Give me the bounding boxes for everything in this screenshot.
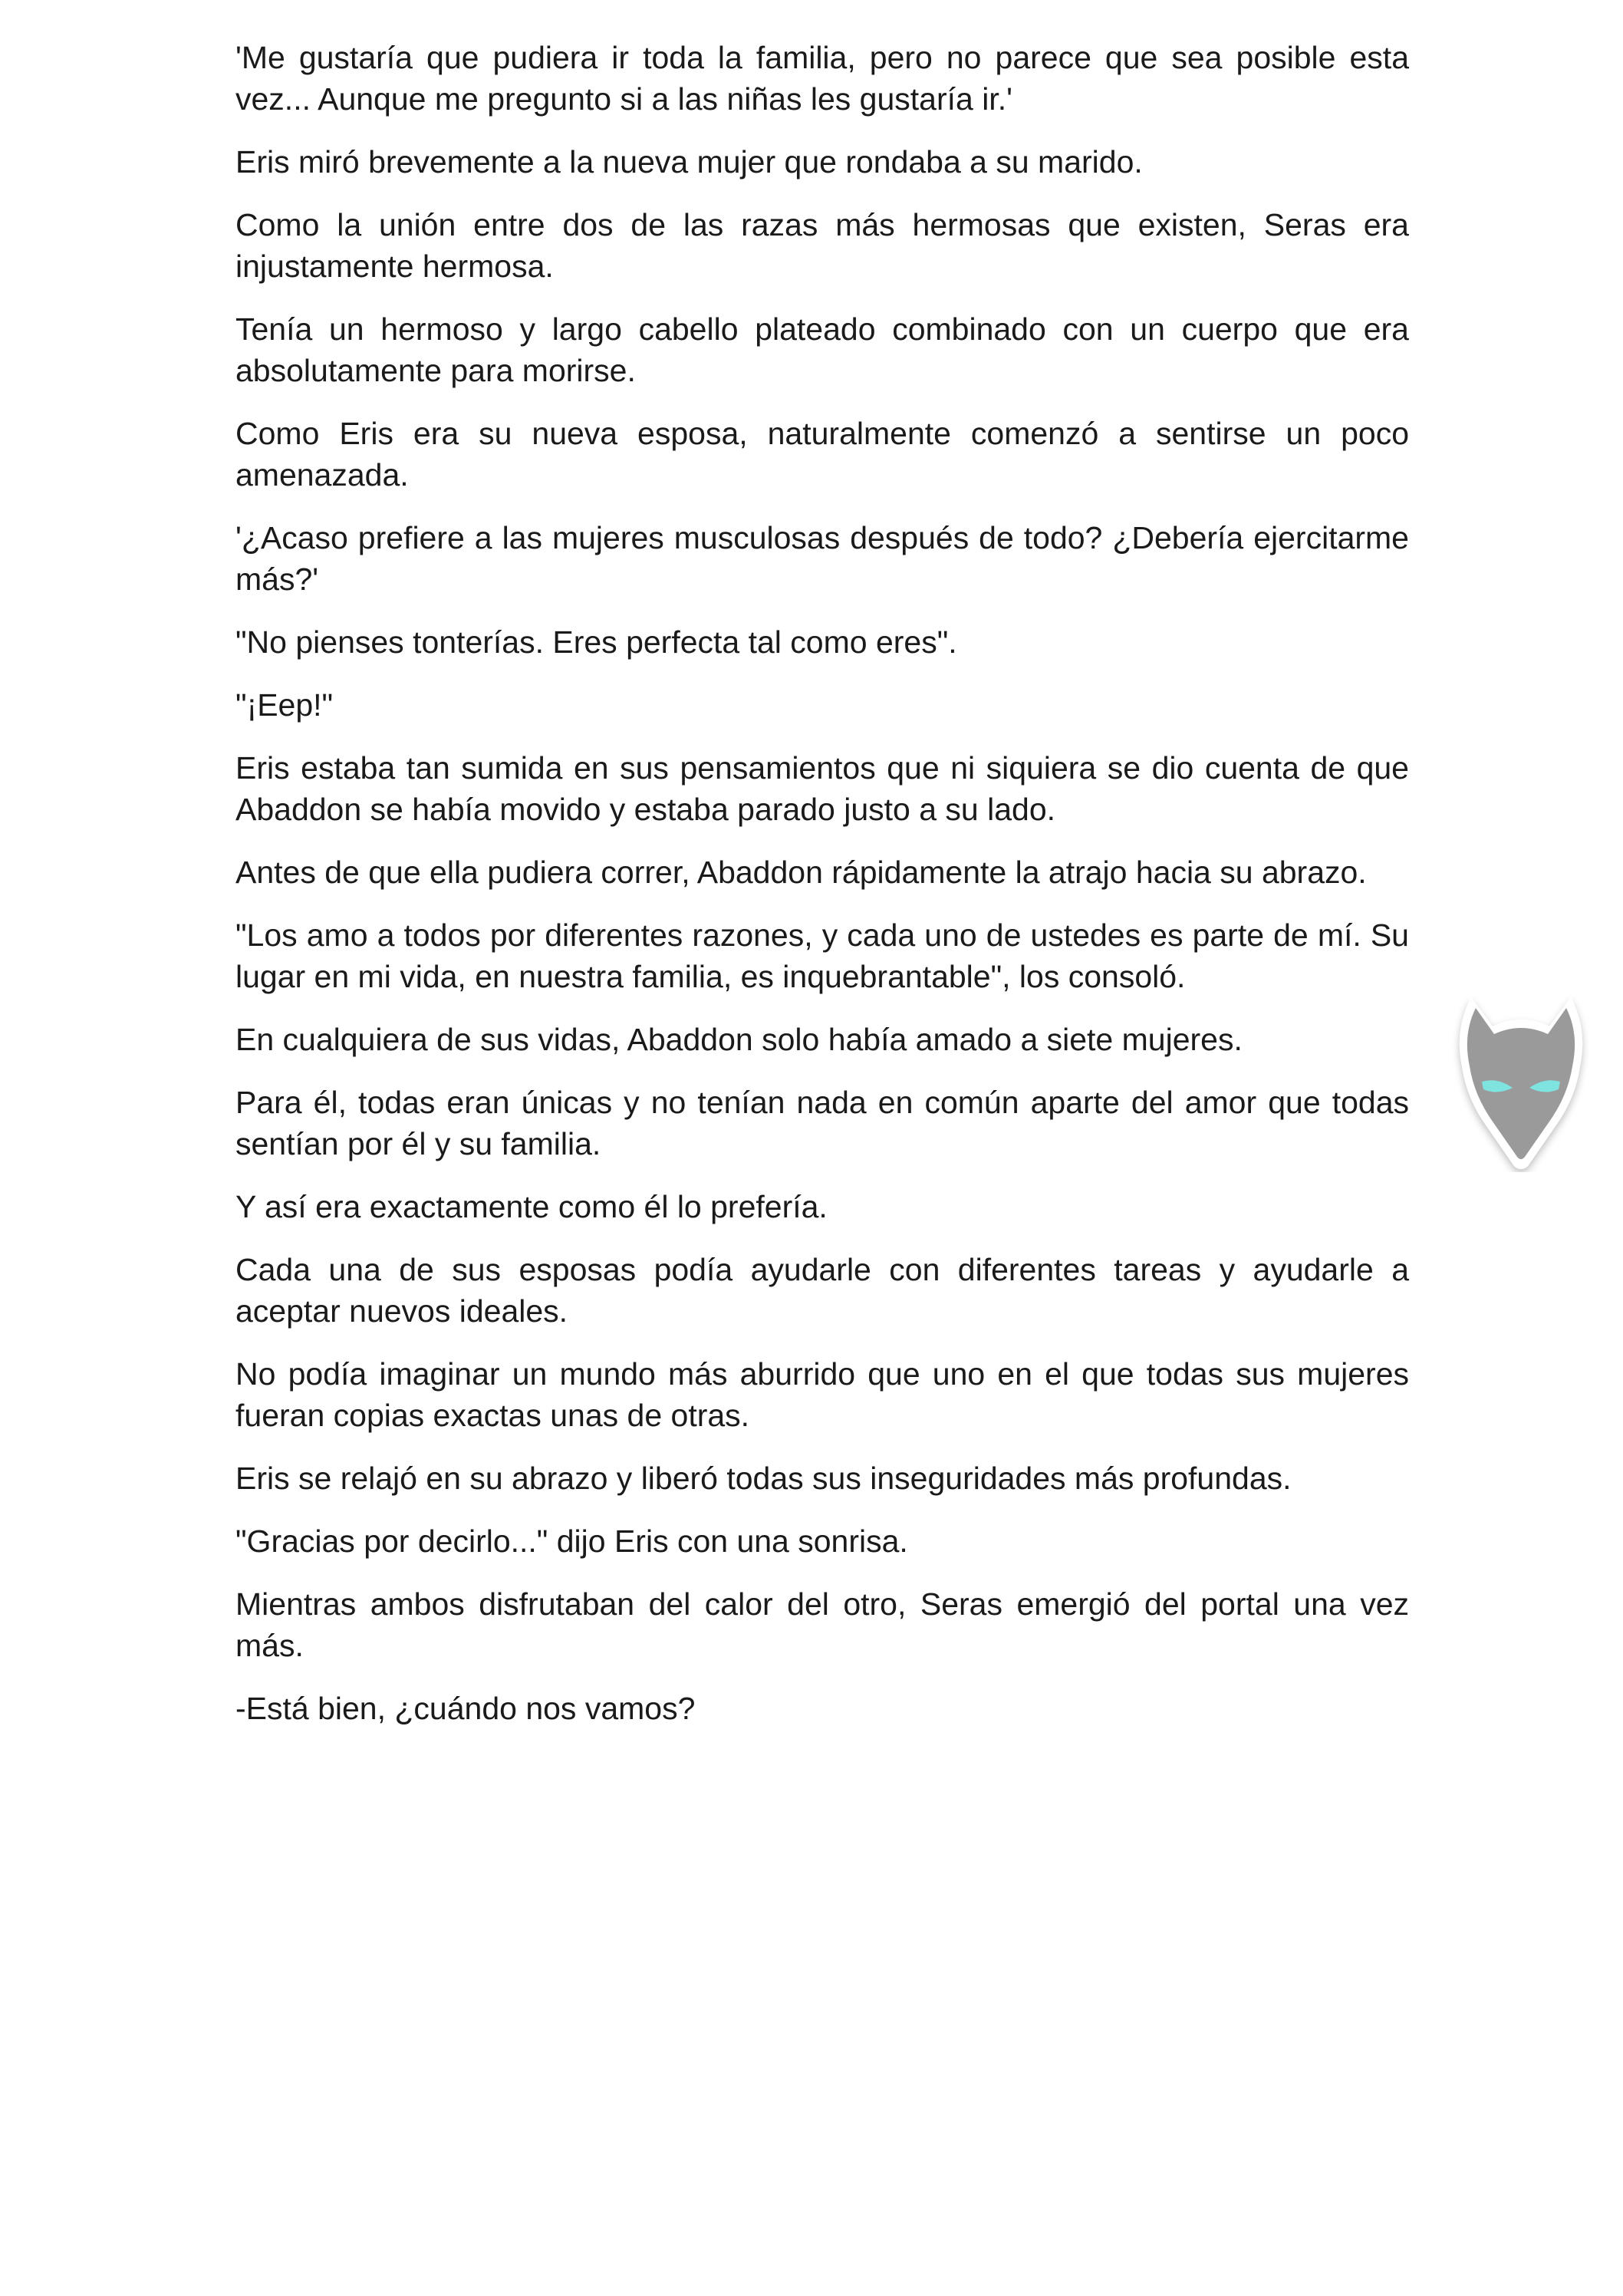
paragraph-14: Y así era exactamente como él lo prefería. <box>235 1189 828 1224</box>
paragraph-2: Eris miró brevemente a la nueva mujer que rondaba a su marido. <box>235 144 1143 180</box>
paragraph-4: Tenía un hermoso y largo cabello plateado combinado con un cuerpo que era absolutamente para morirse. <box>235 311 1409 388</box>
paragraph-19: Mientras ambos disfrutaban del calor del otro, Seras emergió del portal una vez más. <box>235 1586 1409 1663</box>
paragraph-15: Cada una de sus esposas podía ayudarle con diferentes tareas y ayudarle a aceptar nuevos ideales. <box>235 1252 1409 1329</box>
paragraph-6: '¿Acaso prefiere a las mujeres musculosas después de todo? ¿Debería ejercitarme más?' <box>235 520 1409 597</box>
paragraph-17: Eris se relajó en su abrazo y liberó todas sus inseguridades más profundas. <box>235 1461 1292 1496</box>
paragraph-8: "¡Eep!" <box>235 687 334 723</box>
paragraph-5: Como Eris era su nueva esposa, naturalmente comenzó a sentirse un poco amenazada. <box>235 416 1409 492</box>
paragraph-12: En cualquiera de sus vidas, Abaddon solo había amado a siete mujeres. <box>235 1022 1243 1057</box>
paragraph-3: Como la unión entre dos de las razas más hermosas que existen, Seras era injustamente hermosa. <box>235 207 1409 284</box>
paragraph-1: 'Me gustaría que pudiera ir toda la familia, pero no parece que sea posible esta vez... Aunque me pregunto si a las niñas les gustaría ir.' <box>235 40 1409 117</box>
demon-head-icon <box>1448 996 1594 1172</box>
paragraph-16: No podía imaginar un mundo más aburrido que uno en el que todas sus mujeres fueran copias exactas unas de otras. <box>235 1356 1409 1433</box>
paragraph-7: "No pienses tonterías. Eres perfecta tal como eres". <box>235 624 957 660</box>
text-column <box>235 37 1409 1751</box>
paragraph-9: Eris estaba tan sumida en sus pensamientos que ni siquiera se dio cuenta de que Abaddon se había movido y estaba parado justo a su lado. <box>235 750 1409 827</box>
paragraph-13: Para él, todas eran únicas y no tenían nada en común aparte del amor que todas sentían por él y su familia. <box>235 1085 1409 1161</box>
paragraph-10: Antes de que ella pudiera correr, Abaddon rápidamente la atrajo hacia su abrazo. <box>235 855 1367 890</box>
paragraph-20: -Está bien, ¿cuándo nos vamos? <box>235 1691 696 1726</box>
paragraph-18: "Gracias por decirlo..." dijo Eris con una sonrisa. <box>235 1524 908 1559</box>
paragraph-11: "Los amo a todos por diferentes razones, y cada uno de ustedes es parte de mí. Su lugar en mi vida, en nuestra familia, es inquebrantable", los consoló. <box>235 917 1409 994</box>
